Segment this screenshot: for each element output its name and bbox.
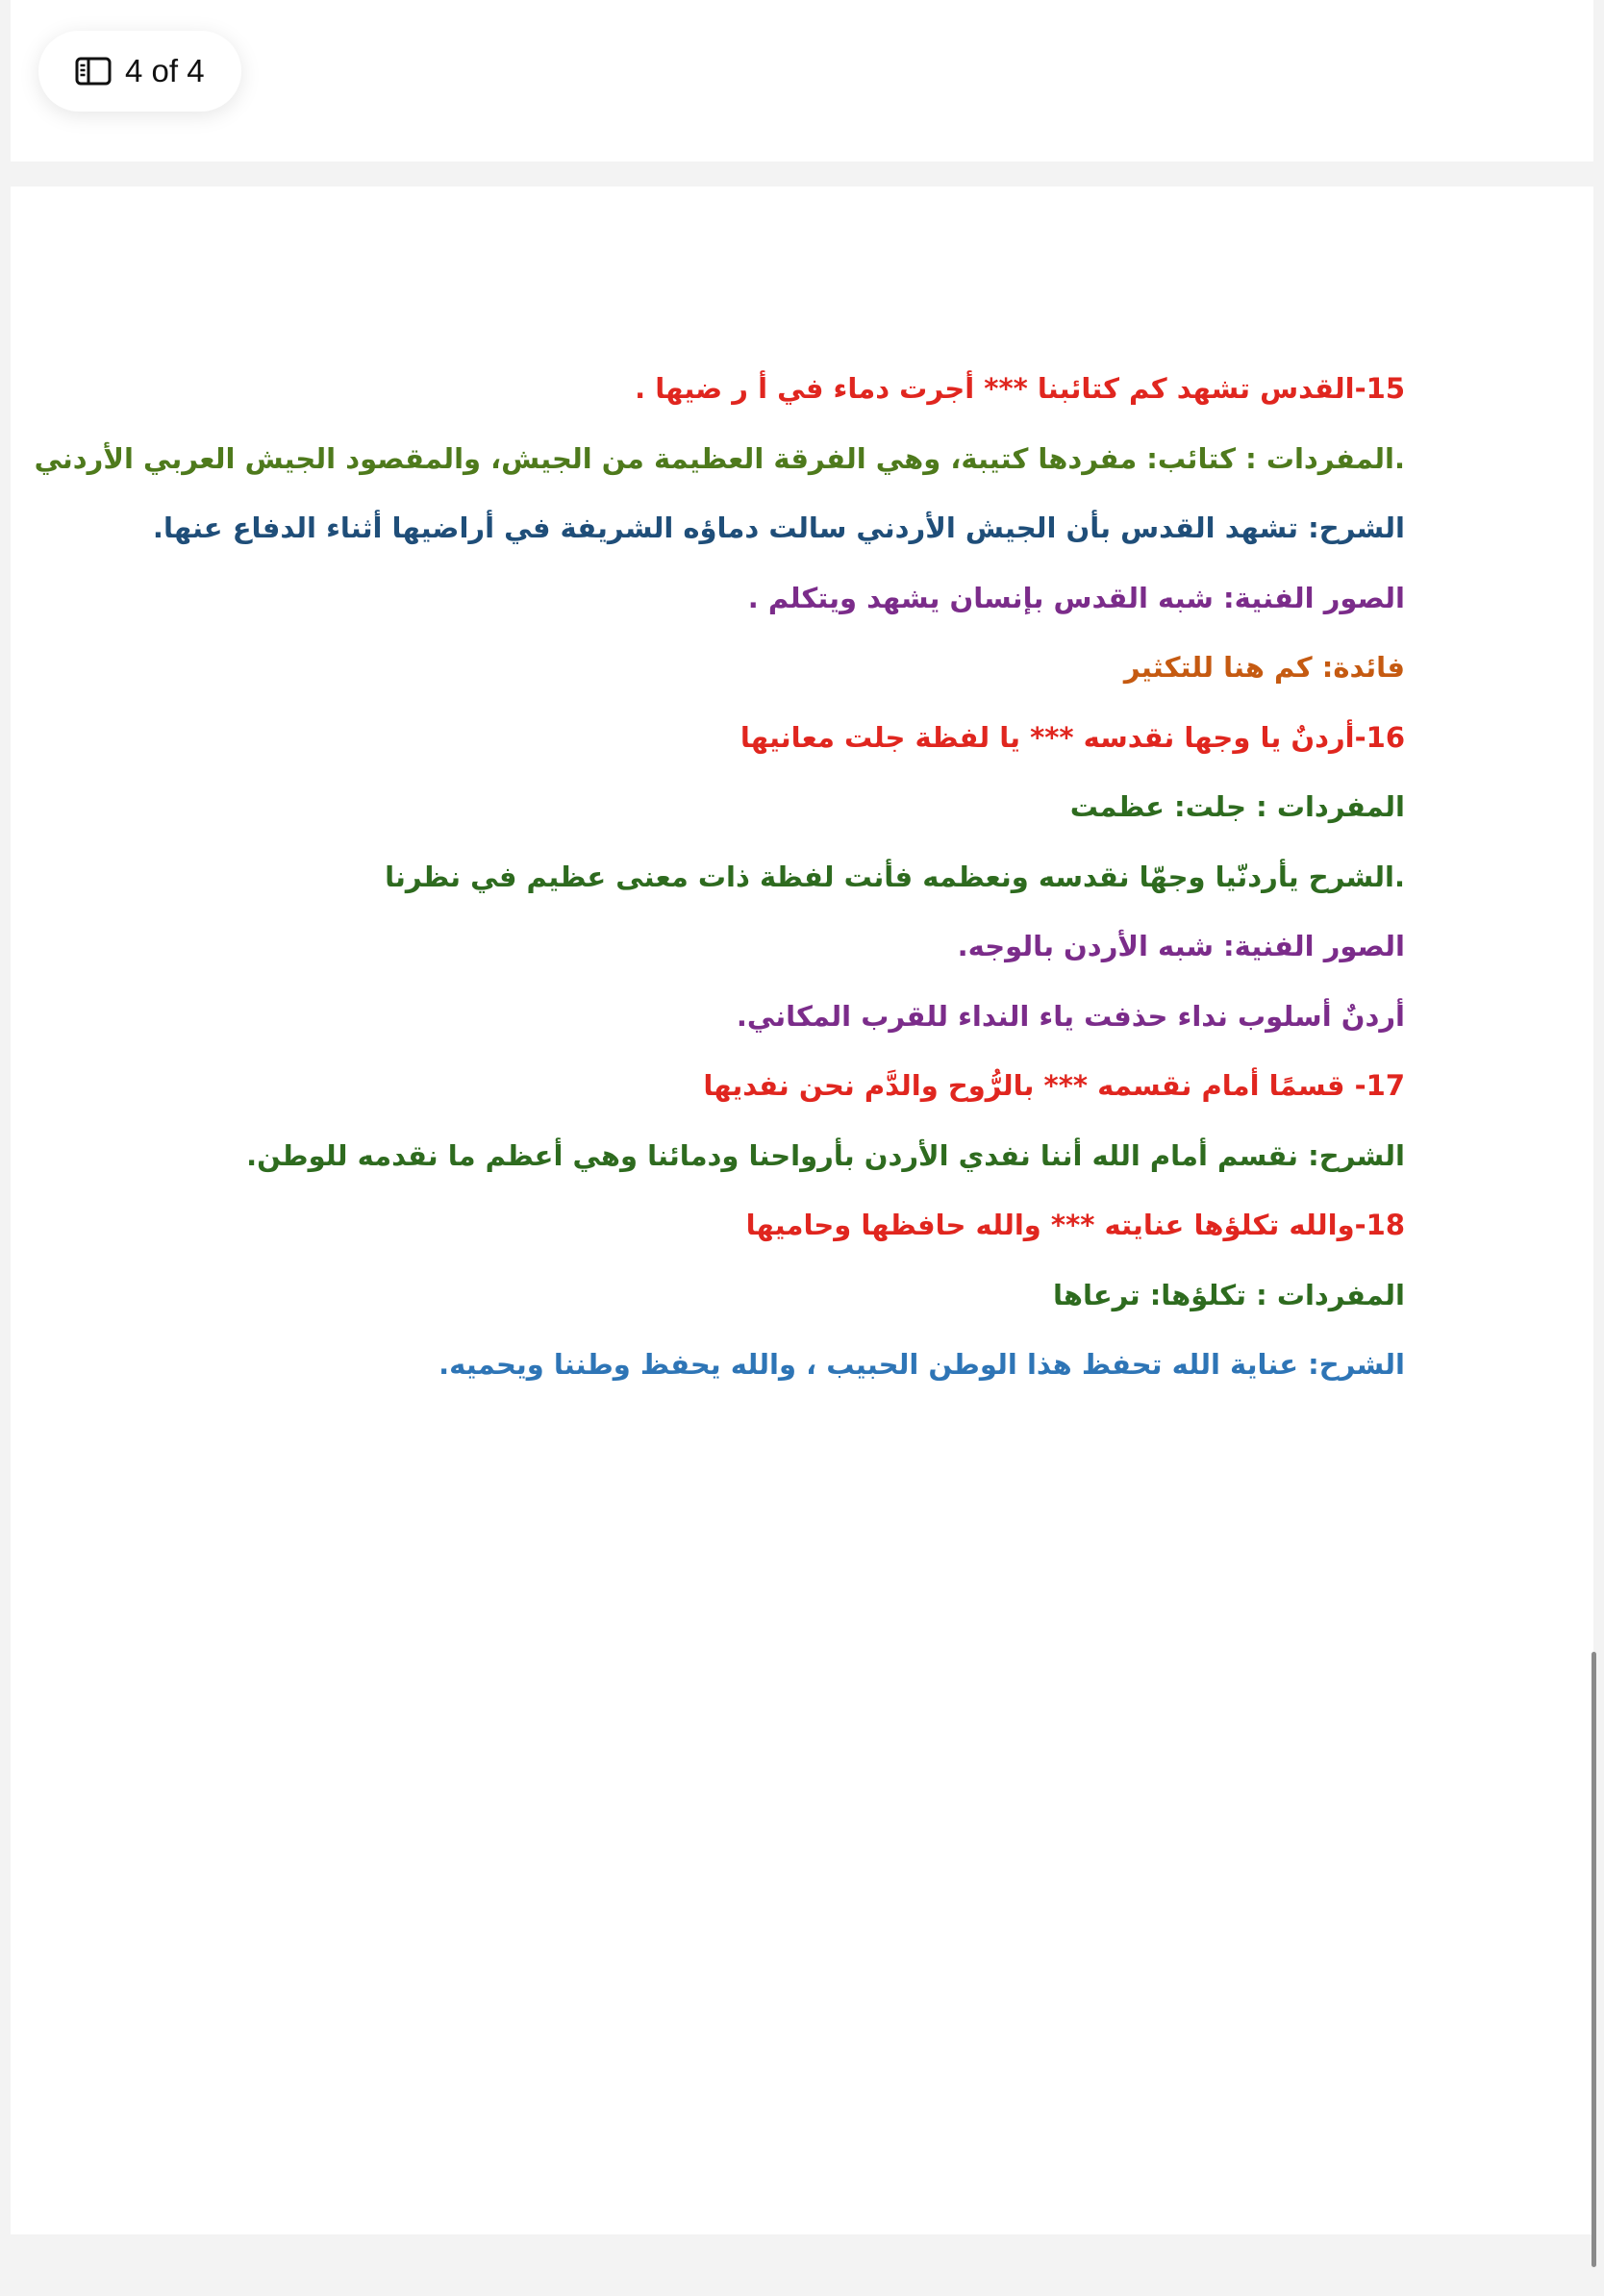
- verse-15: 15-القدس تشهد كم كتائبنا *** أجرت دماء في أ ر ضيها .: [635, 372, 1405, 405]
- explanation-15: الشرح: تشهد القدس بأن الجيش الأردني سالت دماؤه الشريفة في أراضيها أثناء الدفاع عنها.: [152, 512, 1405, 544]
- verse-18: 18-والله تكلؤها عنايته *** والله حافظها وحاميها: [745, 1209, 1405, 1241]
- note-15: فائدة: كم هنا للتكثير: [1123, 651, 1405, 684]
- vocabulary-16: المفردات : جلت: عظمت: [1069, 790, 1405, 823]
- verse-16: 16-أردنٌ يا وجها نقدسه *** يا لفظة جلت معانيها: [739, 720, 1405, 754]
- verse-17: 17- قسمًا أمام نقسمه *** بالرُّوح والدَّم نحن نفديها: [703, 1069, 1405, 1102]
- vocabulary-18: المفردات : تكلؤها: ترعاها: [1052, 1278, 1405, 1311]
- explanation-18: الشرح: عناية الله تحفظ هذا الوطن الحبيب ، والله يحفظ وطننا ويحميه.: [439, 1348, 1405, 1381]
- page-counter-label: 4 of 4: [125, 53, 205, 88]
- sidebar-icon: [75, 57, 112, 86]
- page-counter-button[interactable]: [38, 31, 241, 112]
- explanation-17: الشرح: نقسم أمام الله أننا نفدي الأردن بأرواحنا ودمائنا وهي أعظم ما نقدمه للوطن.: [246, 1138, 1405, 1172]
- previous-page: [11, 0, 1593, 162]
- style-note-16: أردنٌ أسلوب نداء حذفت ياء النداء للقرب المكاني.: [736, 999, 1405, 1033]
- explanation-16: .الشرح يأردنّيا وجهّا نقدسه ونعظمه فأنت لفظة ذات معنى عظيم في نظرنا: [385, 860, 1405, 893]
- scrollbar[interactable]: [1591, 1652, 1596, 2267]
- vocabulary-15: .المفردات : كتائب: مفردها كتيبة، وهي الفرقة العظيمة من الجيش، والمقصود الجيش العربي الأردني: [34, 441, 1405, 475]
- imagery-16: الصور الفنية: شبه الأردن بالوجه.: [957, 930, 1405, 962]
- imagery-15: الصور الفنية: شبه القدس بإنسان يشهد ويتكلم .: [747, 581, 1405, 614]
- page-content: [34, 369, 1405, 1415]
- document-page: [11, 187, 1593, 2234]
